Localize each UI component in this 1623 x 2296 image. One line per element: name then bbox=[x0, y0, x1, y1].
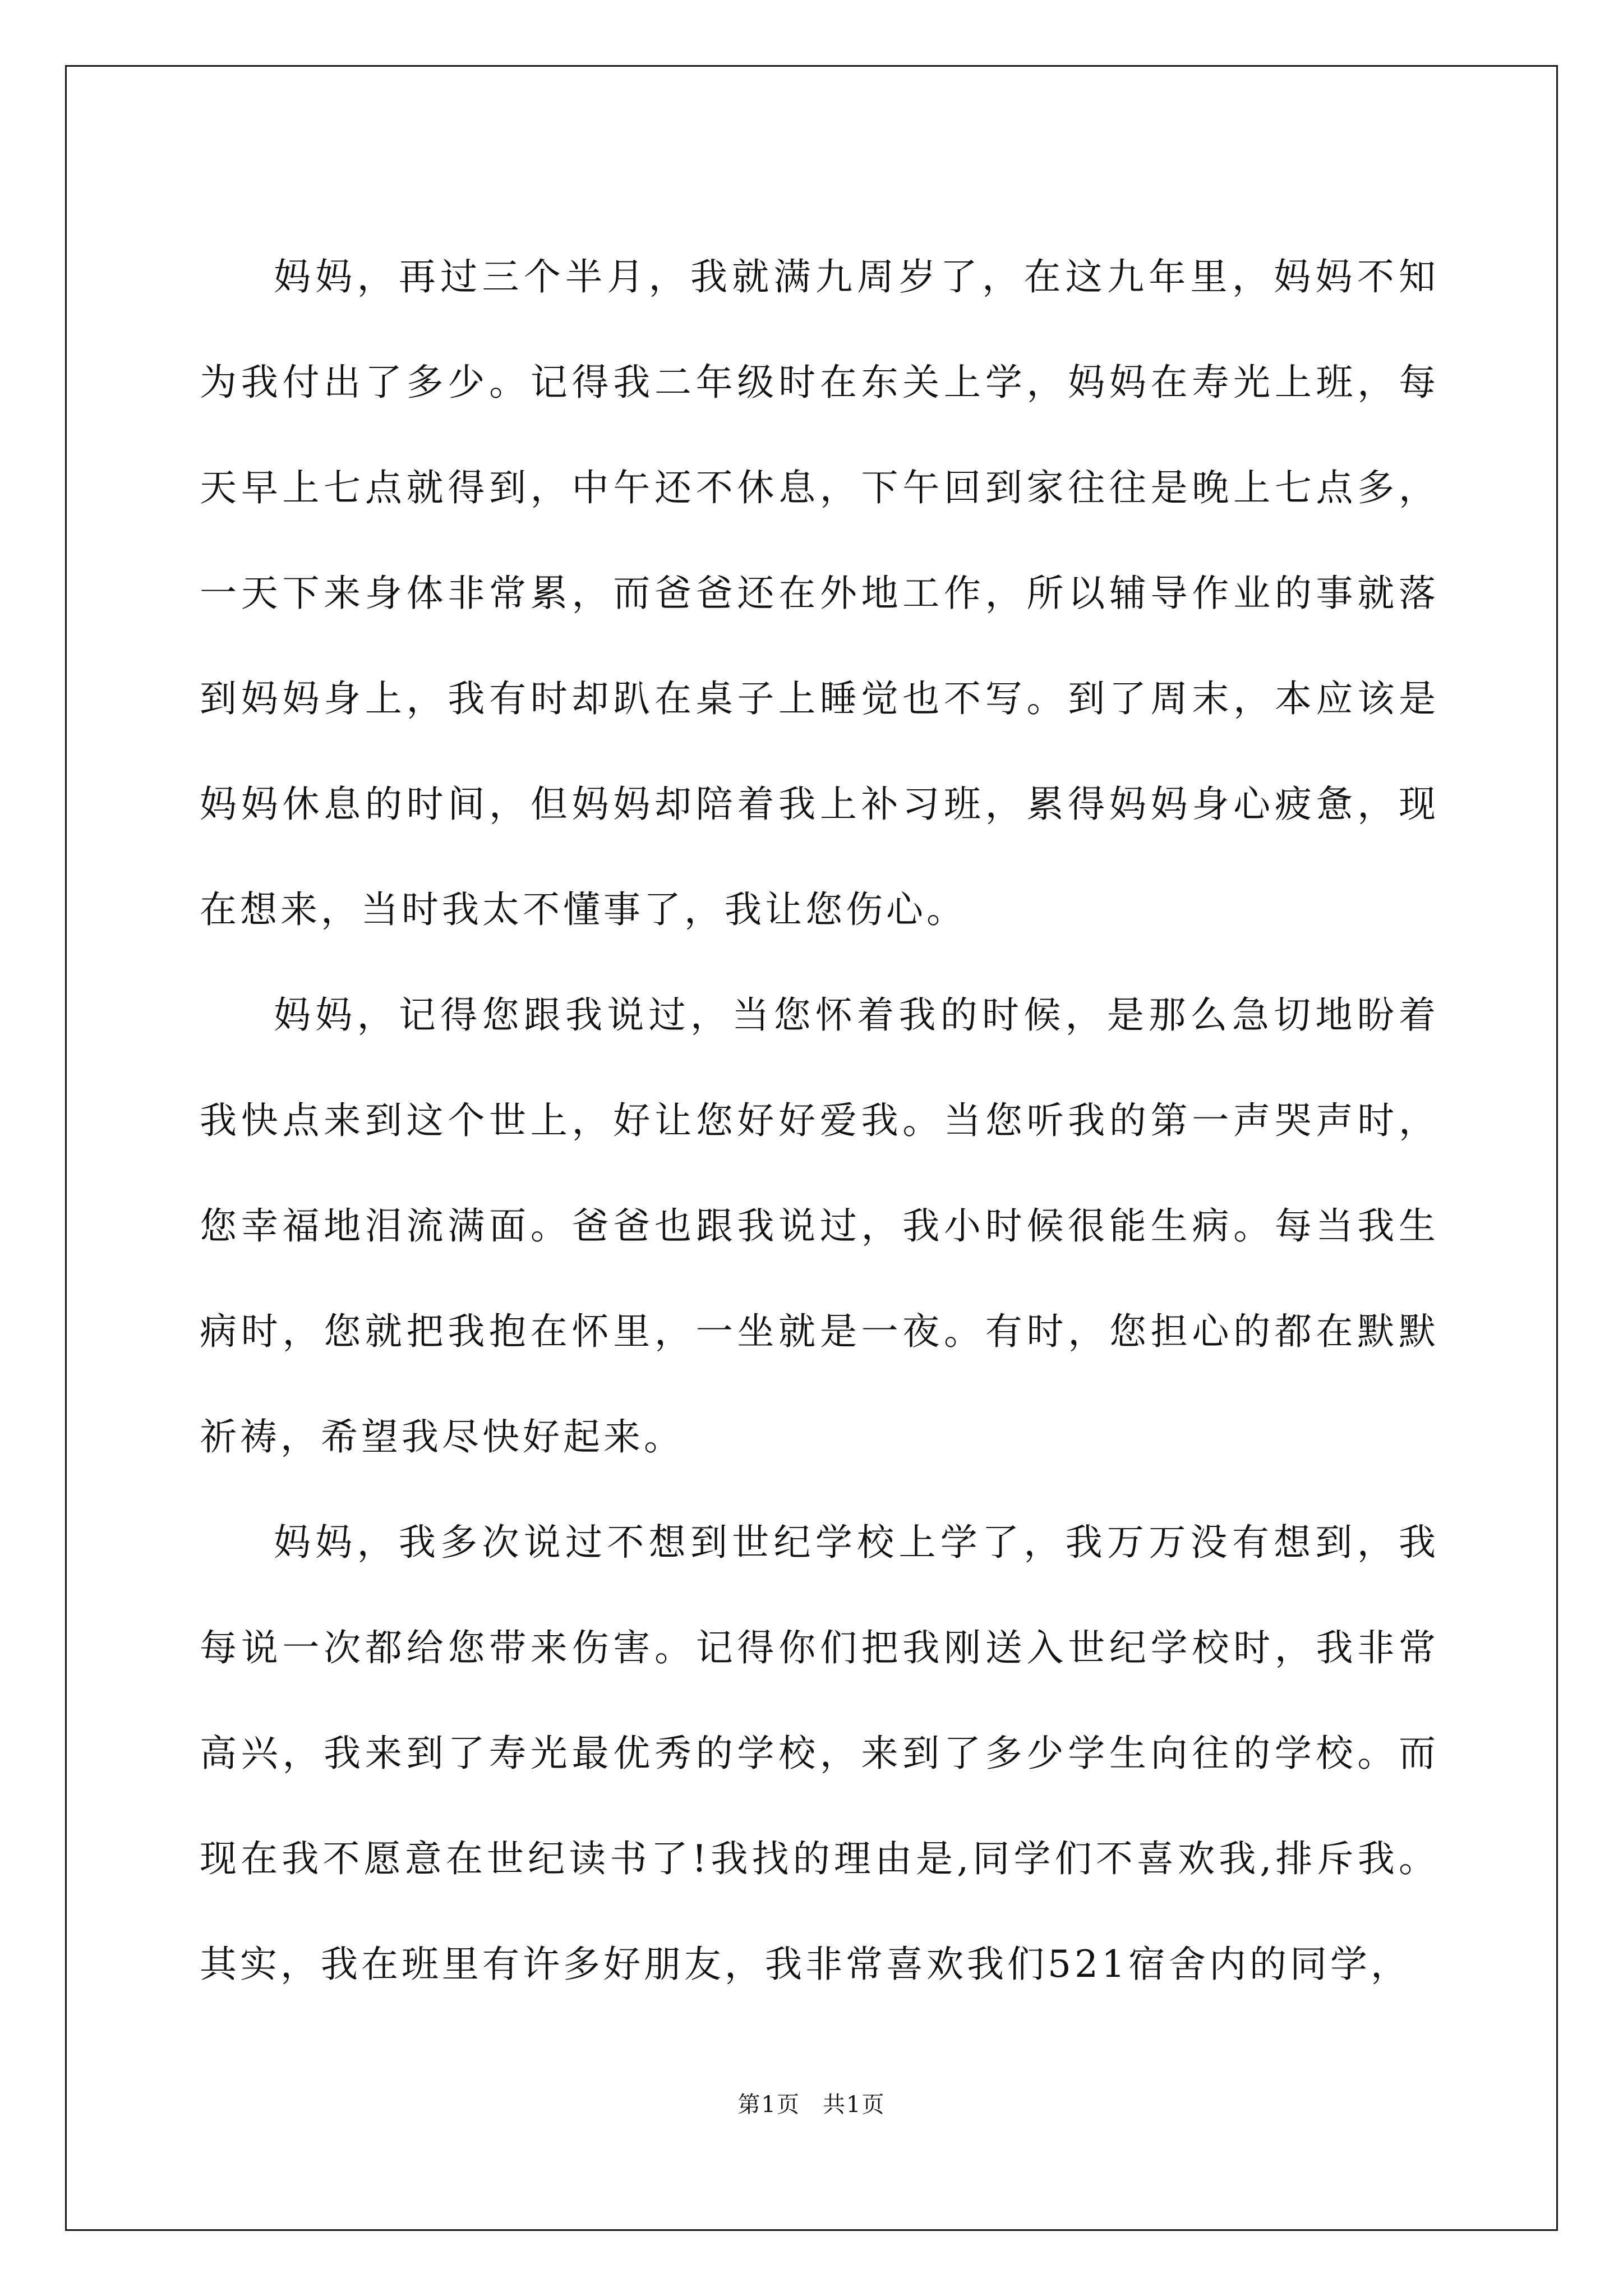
paragraph-3: 妈妈，我多次说过不想到世纪学校上学了，我万万没有想到，我每说一次都给您带来伤害。记得你们把我刚送入世纪学校时，我非常高兴，我来到了寿光最优秀的学校，来到了多少学生向往的学校。而现在我不愿意在世纪读书了!我找的理由是,同学们不喜欢我,排斥我。其实，我在班里有许多好朋友，我非常喜欢我们521宿舍内的同学， bbox=[200, 1521, 1439, 1986]
page-number: 第1页 bbox=[737, 2092, 800, 2118]
document-body bbox=[200, 224, 1439, 2017]
page-footer bbox=[0, 2087, 1623, 2119]
page-total: 共1页 bbox=[823, 2092, 886, 2118]
paragraph-2: 妈妈，记得您跟我说过，当您怀着我的时候，是那么急切地盼着我快点来到这个世上，好让您好好爱我。当您听我的第一声哭声时，您幸福地泪流满面。爸爸也跟我说过，我小时候很能生病。每当我生病时，您就把我抱在怀里，一坐就是一夜。有时，您担心的都在默默祈祷，希望我尽快好起来。 bbox=[200, 993, 1439, 1458]
paragraph-1: 妈妈，再过三个半月，我就满九周岁了，在这九年里，妈妈不知为我付出了多少。记得我二年级时在东关上学，妈妈在寿光上班，每天早上七点就得到，中午还不休息，下午回到家往往是晚上七点多，一天下来身体非常累，而爸爸还在外地工作，所以辅导作业的事就落到妈妈身上，我有时却趴在桌子上睡觉也不写。到了周末，本应该是妈妈休息的时间，但妈妈却陪着我上补习班，累得妈妈身心疲惫，现在想来，当时我太不懂事了，我让您伤心。 bbox=[200, 255, 1439, 931]
